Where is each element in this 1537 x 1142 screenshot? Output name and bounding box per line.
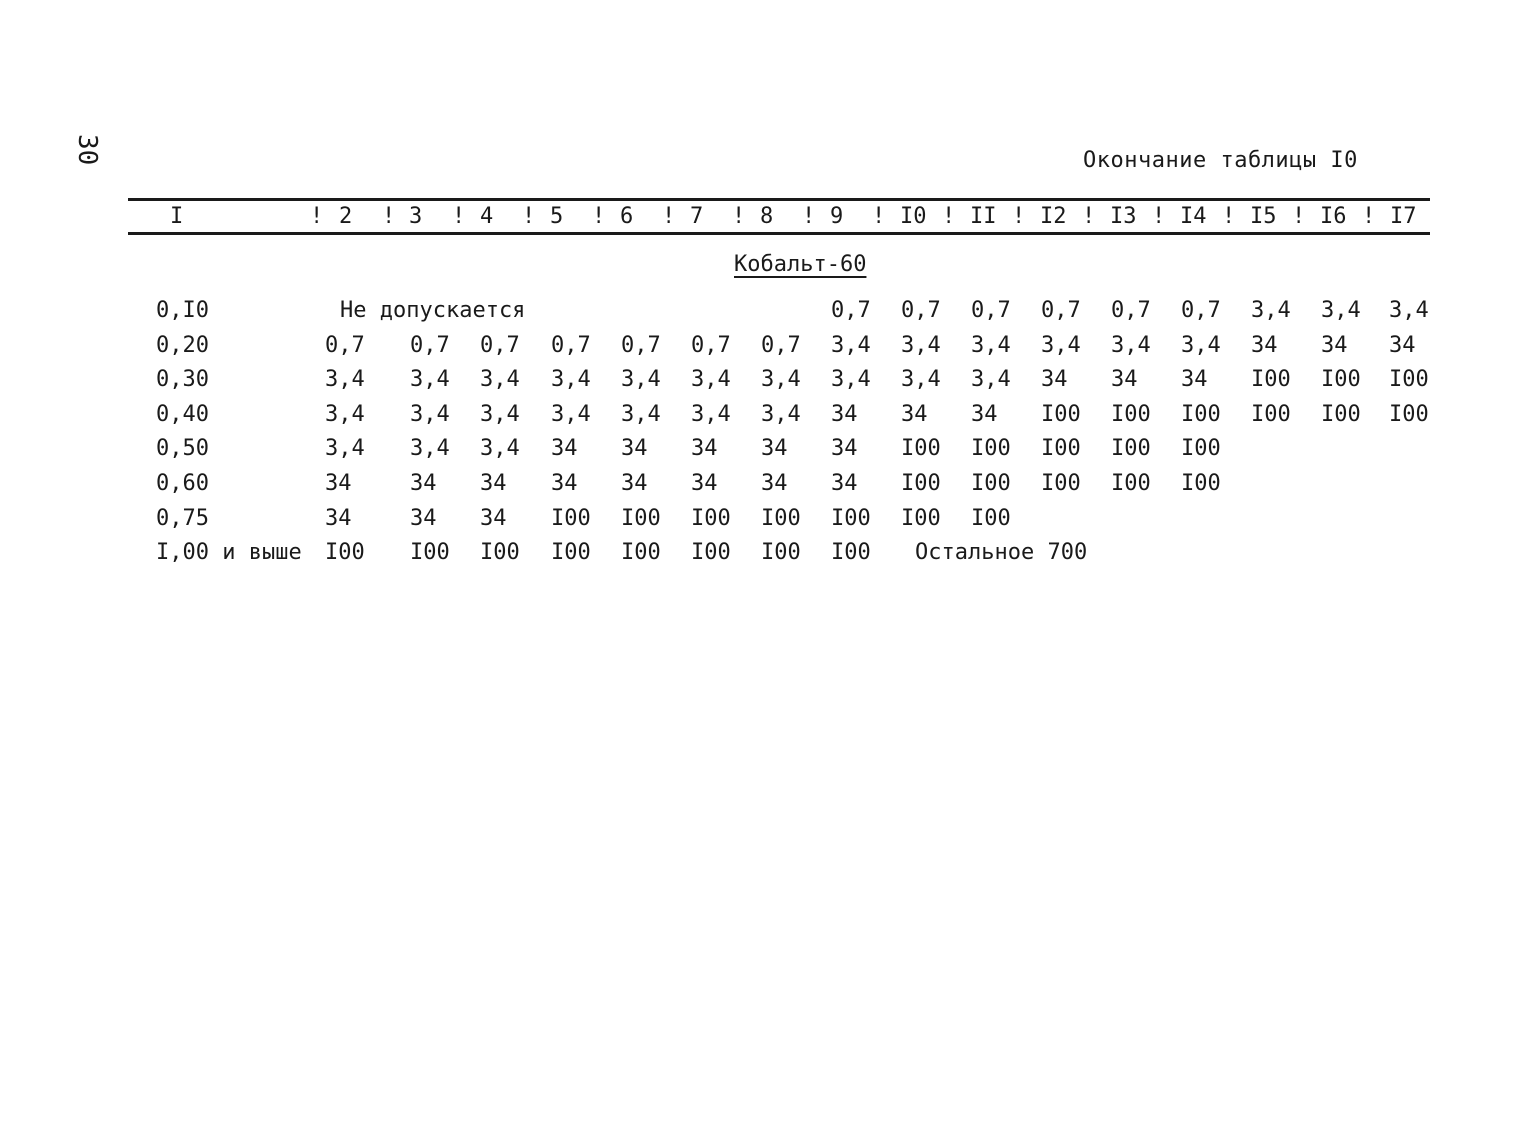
table-cell: 34 (1251, 332, 1278, 358)
header-separator: ! (522, 204, 536, 229)
header-separator: ! (1362, 204, 1376, 229)
table-cell: 34 (761, 471, 788, 496)
header-col-6: 6 (620, 204, 634, 229)
table-cell: 3,4 (325, 401, 365, 427)
header-col-10: I0 (900, 204, 927, 229)
table-cell: 34 (325, 505, 352, 531)
header-col-14: I4 (1180, 204, 1207, 229)
header-col-15: I5 (1250, 204, 1277, 229)
section-title: Кобальт-60 (734, 252, 867, 277)
header-col-13: I3 (1110, 204, 1137, 229)
table-cell: I00 (621, 540, 661, 566)
table-cell: 0,7 (551, 332, 591, 358)
table-cell: 34 (480, 505, 507, 531)
table-row (0, 436, 1537, 466)
table-cell: 3,4 (480, 401, 520, 427)
header-separator: ! (382, 204, 396, 229)
row-note: Не допускается (340, 298, 526, 323)
row-label: 0,30 (156, 367, 209, 393)
table-cell: I00 (1111, 471, 1151, 496)
table-cell: 3,4 (621, 401, 661, 427)
table-cell: 3,4 (761, 367, 801, 393)
table-cell: I00 (551, 505, 591, 531)
table-cell: I00 (621, 505, 661, 531)
table-cell: I00 (1251, 367, 1291, 393)
header-col-12: I2 (1040, 204, 1067, 229)
table-cell: 0,7 (621, 332, 661, 358)
row-label: 0,60 (156, 471, 209, 496)
header-separator: ! (1082, 204, 1096, 229)
header-col-9: 9 (830, 204, 844, 229)
table-cell: I00 (691, 505, 731, 531)
table-cell: 3,4 (691, 401, 731, 427)
table-cell: I00 (1041, 471, 1081, 496)
table-cell: 3,4 (621, 367, 661, 393)
table-cell: 34 (551, 436, 578, 462)
table-cell: I00 (1111, 436, 1151, 462)
table-cell: 34 (901, 401, 928, 427)
table-cell: 0,7 (831, 298, 871, 323)
row-label: I,00 и выше (156, 540, 302, 566)
header-separator: ! (802, 204, 816, 229)
page-number: 30 (72, 134, 102, 166)
table-cell: 3,4 (1181, 332, 1221, 358)
table-cell: I00 (480, 540, 520, 566)
table-cell: I00 (1181, 401, 1221, 427)
table-cell: I00 (1181, 471, 1221, 496)
header-separator: ! (1222, 204, 1236, 229)
table-cell: 34 (621, 471, 648, 496)
table-cell: 3,4 (691, 367, 731, 393)
table-cell: I00 (410, 540, 450, 566)
table-cell: 34 (971, 401, 998, 427)
table-cell: 34 (1111, 367, 1138, 393)
table-cell: 3,4 (551, 367, 591, 393)
table-row (0, 333, 1537, 363)
table-cell: I00 (901, 436, 941, 462)
table-cell: I00 (831, 505, 871, 531)
table-top-rule (128, 198, 1430, 201)
table-cell: I00 (901, 505, 941, 531)
header-col-4: 4 (480, 204, 494, 229)
table-cell: 34 (621, 436, 648, 462)
table-cell: 3,4 (480, 436, 520, 462)
table-cell: 3,4 (1041, 332, 1081, 358)
table-cell: I00 (1321, 401, 1361, 427)
row-label: 0,40 (156, 401, 209, 427)
header-separator: ! (942, 204, 956, 229)
table-row (0, 471, 1537, 501)
table-cell: I00 (901, 471, 941, 496)
header-col-7: 7 (690, 204, 704, 229)
table-cell: 3,4 (551, 401, 591, 427)
table-row (0, 540, 1537, 570)
table-row (0, 402, 1537, 432)
table-cell: 3,4 (325, 436, 365, 462)
header-separator: ! (452, 204, 466, 229)
table-cell: 0,7 (1181, 298, 1221, 323)
table-cell: 0,7 (325, 332, 365, 358)
row-label: 0,75 (156, 505, 209, 531)
table-cell: 3,4 (971, 367, 1011, 393)
table-cell: 34 (1041, 367, 1068, 393)
table-cell: 34 (480, 471, 507, 496)
row-label: 0,20 (156, 332, 209, 358)
table-cell: I00 (1041, 401, 1081, 427)
table-cell: 3,4 (831, 332, 871, 358)
table-cell: 0,7 (971, 298, 1011, 323)
table-cell: 3,4 (761, 401, 801, 427)
header-separator: ! (1012, 204, 1026, 229)
table-cell: I00 (971, 471, 1011, 496)
table-cell: 34 (761, 436, 788, 462)
table-cell: I00 (1389, 367, 1429, 393)
table-row (0, 298, 1537, 328)
header-separator: ! (1292, 204, 1306, 229)
table-cell: 3,4 (1321, 298, 1361, 323)
table-cell: 3,4 (410, 401, 450, 427)
table-cell: 0,7 (901, 298, 941, 323)
table-cell: I00 (1181, 436, 1221, 462)
table-cell: 34 (551, 471, 578, 496)
table-header-row (0, 204, 1537, 232)
table-cell: 3,4 (901, 367, 941, 393)
table-cell: 34 (1321, 332, 1348, 358)
table-cell: 34 (410, 471, 437, 496)
table-cell: 34 (831, 436, 858, 462)
table-cell: 3,4 (1251, 298, 1291, 323)
table-cell: I00 (1111, 401, 1151, 427)
header-separator: ! (872, 204, 886, 229)
row-label: 0,I0 (156, 298, 209, 323)
header-col-16: I6 (1320, 204, 1347, 229)
table-cell: 34 (1181, 367, 1208, 393)
table-cell: 34 (325, 471, 352, 496)
table-cell: 0,7 (410, 332, 450, 358)
table-cell: 3,4 (480, 367, 520, 393)
header-col-2: 2 (339, 204, 353, 229)
header-col-8: 8 (760, 204, 774, 229)
header-separator: ! (1152, 204, 1166, 229)
table-cell: I00 (1041, 436, 1081, 462)
header-col-1: I (170, 204, 184, 229)
table-cell: 3,4 (1111, 332, 1151, 358)
table-cell: 34 (410, 505, 437, 531)
table-cell: 3,4 (831, 367, 871, 393)
table-cell: I00 (1389, 401, 1429, 427)
header-col-17: I7 (1390, 204, 1417, 229)
table-cell: 0,7 (480, 332, 520, 358)
table-cell: I00 (1321, 367, 1361, 393)
row-note: Остальное 700 (915, 540, 1088, 566)
header-col-5: 5 (550, 204, 564, 229)
header-col-3: 3 (409, 204, 423, 229)
table-cell: I00 (761, 540, 801, 566)
table-cell: I00 (325, 540, 365, 566)
header-separator: ! (732, 204, 746, 229)
table-cell: I00 (551, 540, 591, 566)
table-cell: 34 (831, 401, 858, 427)
table-cell: 34 (831, 471, 858, 496)
table-cell: 0,7 (691, 332, 731, 358)
table-cell: I00 (831, 540, 871, 566)
table-cell: I00 (971, 436, 1011, 462)
table-cell: 34 (1389, 332, 1416, 358)
table-row (0, 367, 1537, 397)
header-separator: ! (310, 204, 324, 229)
table-cell: I00 (761, 505, 801, 531)
table-row (0, 506, 1537, 536)
header-separator: ! (662, 204, 676, 229)
table-cell: I00 (1251, 401, 1291, 427)
table-cell: 3,4 (971, 332, 1011, 358)
table-cell: I00 (971, 505, 1011, 531)
table-header-bottom-rule (128, 232, 1430, 235)
row-label: 0,50 (156, 436, 209, 462)
table-cell: 3,4 (325, 367, 365, 393)
table-cell: 34 (691, 436, 718, 462)
table-cell: 3,4 (410, 367, 450, 393)
table-cell: 3,4 (1389, 298, 1429, 323)
table-cell: 0,7 (1041, 298, 1081, 323)
header-col-11: II (970, 204, 997, 229)
table-cell: 3,4 (410, 436, 450, 462)
table-caption: Окончание таблицы I0 (1083, 148, 1358, 173)
table-cell: 0,7 (1111, 298, 1151, 323)
table-cell: 34 (691, 471, 718, 496)
table-cell: 0,7 (761, 332, 801, 358)
header-separator: ! (592, 204, 606, 229)
table-cell: I00 (691, 540, 731, 566)
table-cell: 3,4 (901, 332, 941, 358)
